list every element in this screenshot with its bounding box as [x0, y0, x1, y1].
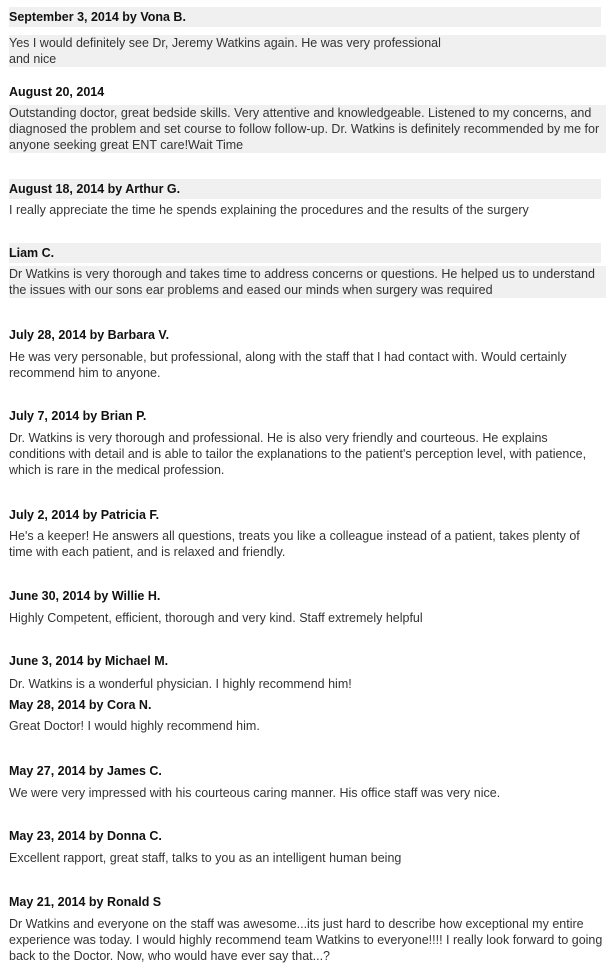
review-header: June 3, 2014 by Michael M. — [9, 651, 601, 671]
review-header: July 7, 2014 by Brian P. — [9, 406, 601, 426]
review-header: Liam C. — [9, 243, 601, 263]
review-text: Dr. Watkins is very thorough and professional. He is also very friendly and courteous. He explains conditions with detail and is able to tailor the explanations to the patient's perception level, with patience, which is rare in the medical profession. — [9, 431, 587, 477]
review-text: We were very impressed with his courteous caring manner. His office staff was very nice. — [9, 786, 501, 800]
review-text: He's a keeper! He answers all questions, treats you like a colleague instead of a patient, takes plenty of time with each patient, and is relaxed and friendly. — [9, 529, 580, 559]
review-header: August 18, 2014 by Arthur G. — [9, 179, 601, 199]
review-header: May 21, 2014 by Ronald S — [9, 892, 601, 912]
review-header: May 28, 2014 by Cora N. — [9, 695, 601, 715]
review-header: May 27, 2014 by James C. — [9, 761, 601, 781]
review-text: I really appreciate the time he spends explaining the procedures and the results of the surgery — [9, 203, 529, 217]
review-text: He was very personable, but professional, along with the staff that I had contact with. Would certainly recommend him to anyone. — [9, 350, 567, 380]
review-header: August 20, 2014 — [9, 82, 601, 102]
review-text: Dr Watkins and everyone on the staff was awesome...its just hard to describe how exceptional my entire experience was today. I would highly recommend team Watkins to everyone!!!! I really look forward to going back to the Doctor. Now, who would have ever say that...? — [9, 917, 603, 963]
review-text: Dr. Watkins is a wonderful physician. I highly recommend him! — [9, 677, 352, 691]
review-header: September 3, 2014 by Vona B. — [9, 7, 601, 27]
review-header: July 28, 2014 by Barbara V. — [9, 325, 601, 345]
review-text: Outstanding doctor, great bedside skills. Very attentive and knowledgeable. Listened to my concerns, and diagnosed the problem and set course to follow follow-up. Dr. Watkins is definitely recommended by me for anyone seeking great ENT care!Wait Time — [9, 105, 606, 153]
review-text: Highly Competent, efficient, thorough and very kind. Staff extremely helpful — [9, 611, 423, 625]
review-header: May 23, 2014 by Donna C. — [9, 826, 601, 846]
review-text: Excellent rapport, great staff, talks to you as an intelligent human being — [9, 851, 402, 865]
review-header: July 2, 2014 by Patricia F. — [9, 505, 601, 525]
review-header: June 30, 2014 by Willie H. — [9, 586, 601, 606]
review-text: Great Doctor! I would highly recommend him. — [9, 719, 260, 733]
review-text: Yes I would definitely see Dr, Jeremy Watkins again. He was very professional and nice — [9, 35, 606, 67]
review-text: Dr Watkins is very thorough and takes time to address concerns or questions. He helped us to understand the issues with our sons ear problems and eased our minds when surgery was required — [9, 266, 606, 298]
